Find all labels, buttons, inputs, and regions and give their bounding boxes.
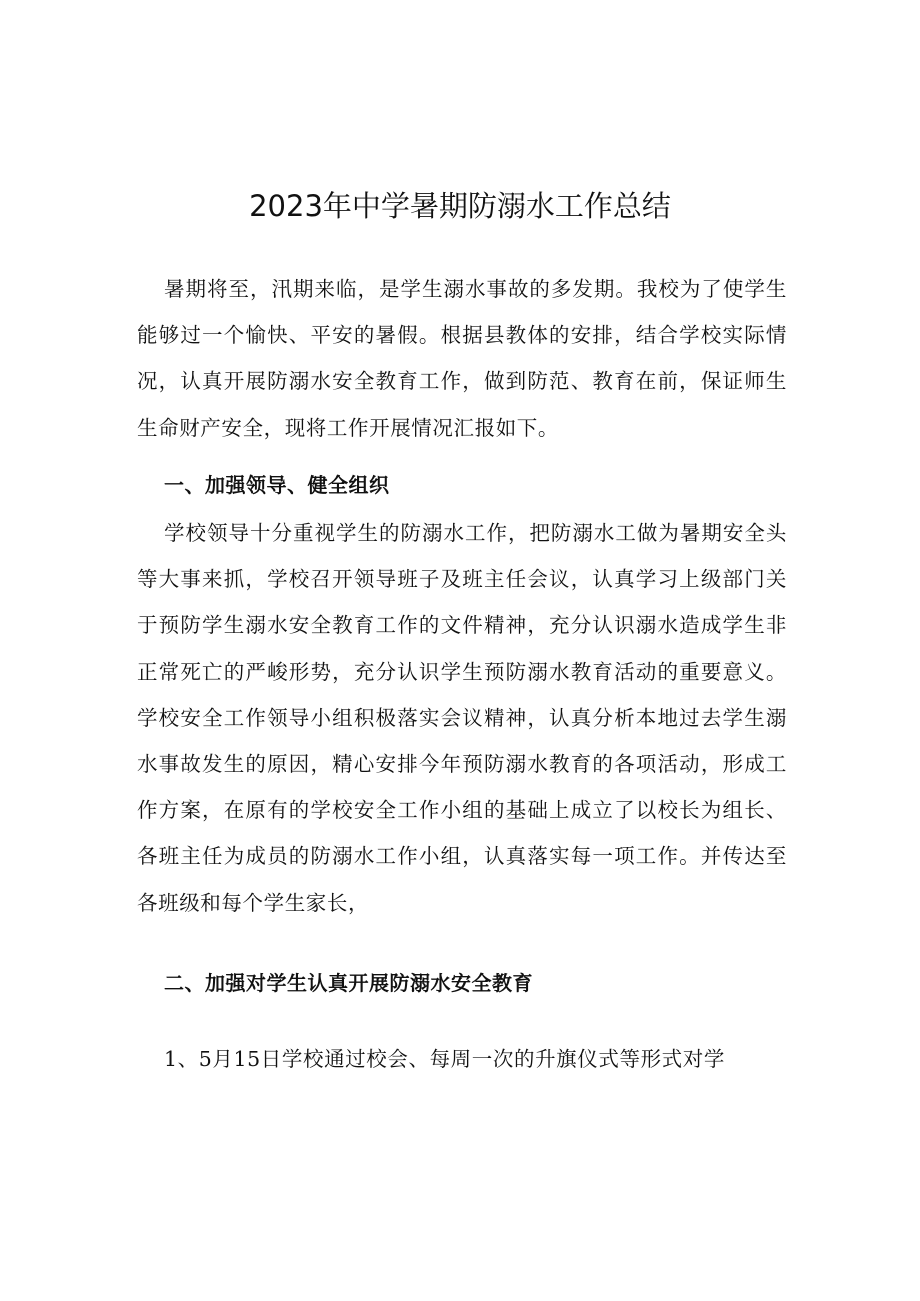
section-heading-1: 一、加强领导、健全组织 bbox=[164, 473, 390, 497]
document-title: 2023年中学暑期防溺水工作总结 bbox=[249, 189, 671, 223]
section-paragraph-1: 学校领导十分重视学生的防溺水工作，把防溺水工做为暑期安全头等大事来抓，学校召开领导班子及班主任会议，认真学习上级部门关于预防学生溺水安全教育工作的文件精神，充分认识溺水造成学生非正常死亡的严峻形势，充分认识学生预防溺水教育活动的重要意义。学校安全工作领导小组积极落实会议精神，认真分析本地过去学生溺水事故发生的原因，精心安排今年预防溺水教育的各项活动，形成工作方案，在原有的学校安全工作小组的基础上成立了以校长为组长、各班主任为成员的防溺水工作小组，认真落实每一项工作。并传达至各班级和每个学生家长， bbox=[137, 521, 787, 915]
section-heading-2: 二、加强对学生认真开展防溺水安全教育 bbox=[164, 971, 533, 995]
section-paragraph-2: 1、5月15日学校通过校会、每周一次的升旗仪式等形式对学 bbox=[164, 1047, 725, 1071]
intro-paragraph: 暑期将至，汛期来临，是学生溺水事故的多发期。我校为了使学生能够过一个愉快、平安的暑假。根据县教体的安排，结合学校实际情况，认真开展防溺水安全教育工作，做到防范、教育在前，保证师生生命财产安全，现将工作开展情况汇报如下。 bbox=[137, 277, 787, 440]
